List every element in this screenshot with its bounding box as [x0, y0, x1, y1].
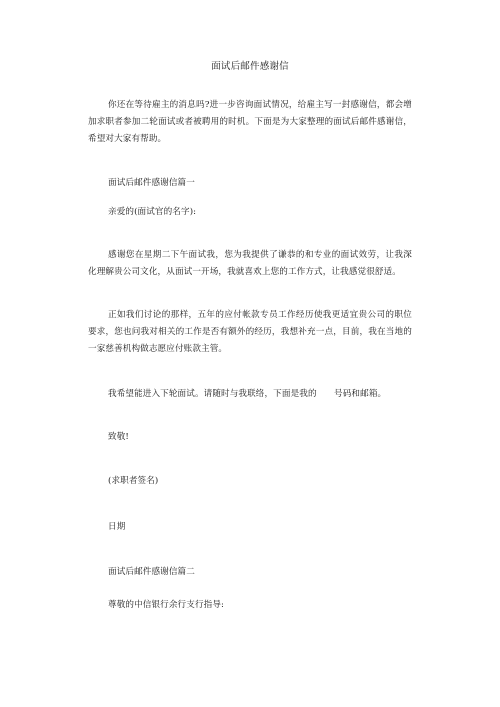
letter1-paragraph-1: 感谢您在星期二下午面试我，您为我提供了谦恭的和专业的面试效劳，让我深化理解贵公司文化，从面试一开场，我就喜欢上您的工作方式，让我感觉很舒适。: [88, 250, 412, 277]
letter1-salutation: 亲爱的(面试官的名字):: [108, 207, 197, 217]
document-title: 面试后邮件感谢信: [211, 61, 289, 72]
letter1-signature: (求职者签名): [108, 476, 159, 486]
intro-paragraph: 你还在等待雇主的消息吗?进一步咨询面试情况，给雇主写一封感谢信，都会增加求职者参加二轮面试或者被聘用的时机。下面是为大家整理的面试后邮件感谢信，希望对大家有帮助。: [88, 100, 412, 144]
letter1-closing: 致敬!: [108, 432, 129, 442]
letter2-salutation: 尊敬的中信银行余行支行指导:: [108, 600, 225, 610]
letter2-heading: 面试后邮件感谢信篇二: [108, 567, 195, 577]
letter1-paragraph-2: 正如我们讨论的那样，五年的应付帐款专员工作经历使我更适宜贵公司的职位要求，您也问我对相关的工作是否有额外的经历，我想补充一点，目前，我在当地的一家慈善机构做志愿应付账款主管。: [88, 310, 412, 354]
letter1-date: 日期: [108, 522, 126, 532]
letter1-heading: 面试后邮件感谢信篇一: [108, 178, 195, 188]
letter1-paragraph-3: 我希望能进入下轮面试。请随时与我联络，下面是我的 号码和邮箱。: [108, 389, 387, 399]
